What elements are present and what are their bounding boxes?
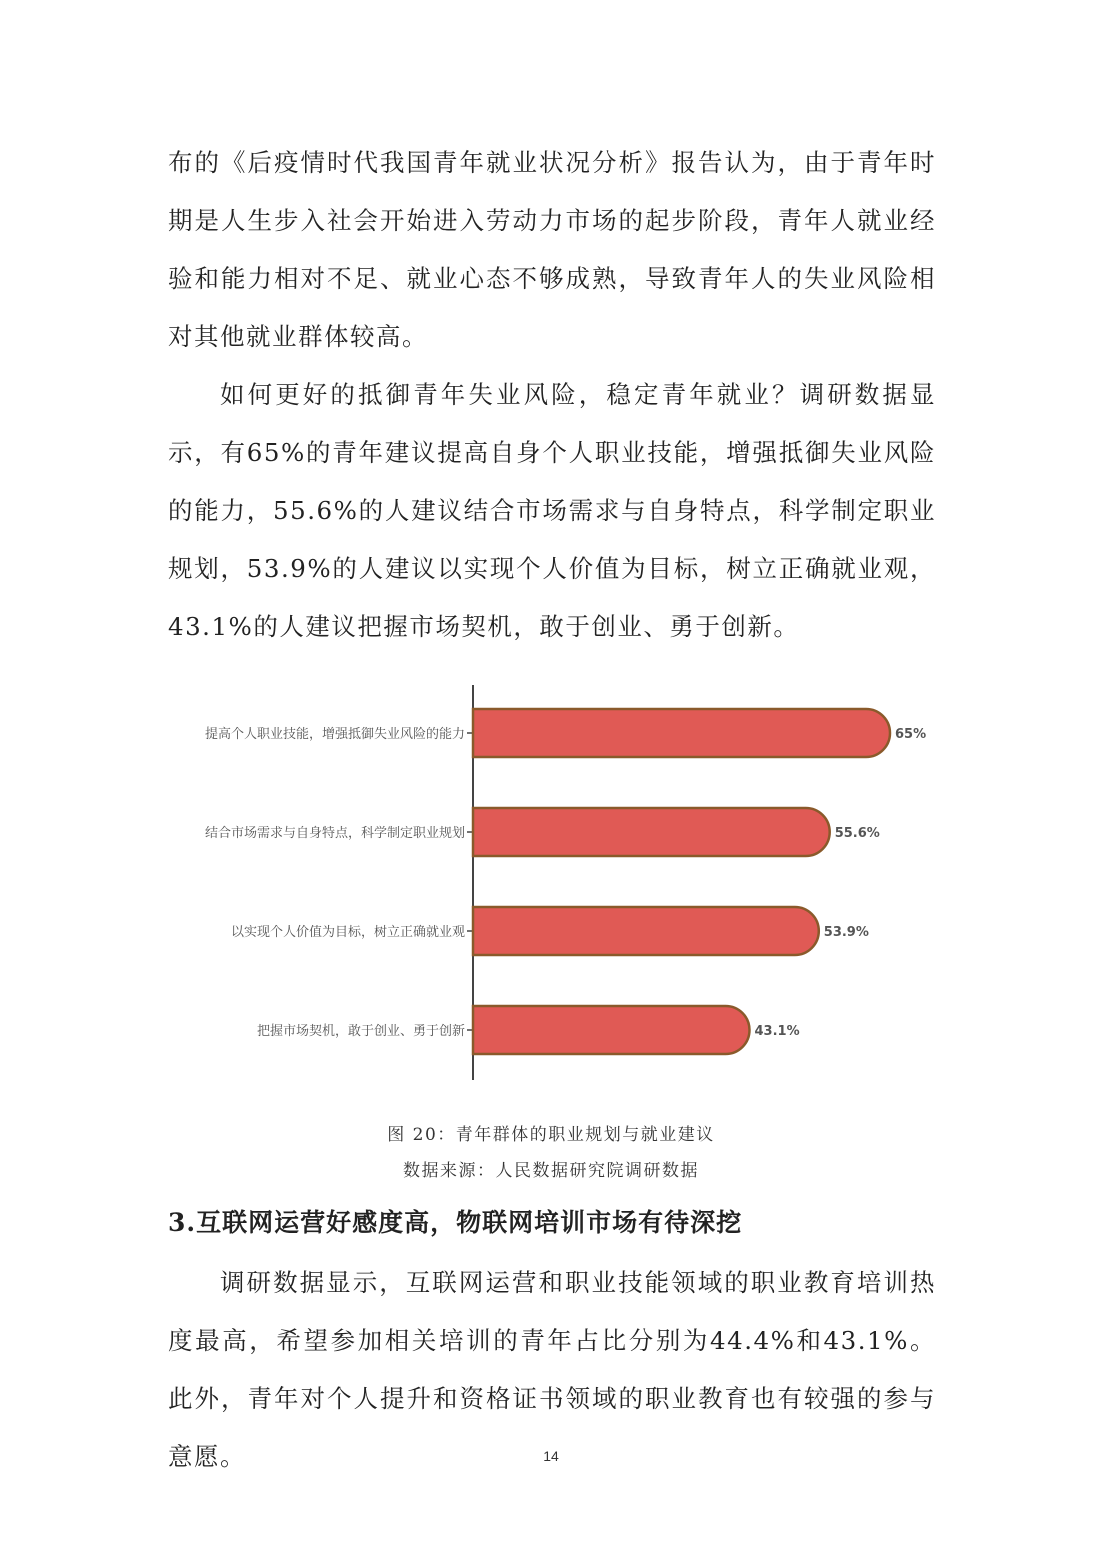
value-label: 43.1% [754,1024,800,1039]
bar [473,907,819,955]
paragraph-training: 调研数据显示，互联网运营和职业技能领域的职业教育培训热度最高，希望参加相关培训的青年占比分别为44.4%和43.1%。此外，青年对个人提升和资格证书领域的职业教育也有较强的参与意愿。 [168,1268,936,1471]
value-label: 55.6% [834,826,880,841]
bar-chart [160,680,940,1090]
bar [473,808,830,856]
section-heading: 3.互联网运营好感度高，物联网培训市场有待深挖 [168,1208,743,1237]
paragraph-suggestions: 如何更好的抵御青年失业风险，稳定青年就业？调研数据显示，有65%的青年建议提高自身个人职业技能，增强抵御失业风险的能力，55.6%的人建议结合市场需求与自身特点，科学制定职业规划，53.9%的人建议以实现个人价值为目标，树立正确就业观，43.1%的人建议把握市场契机，敢于创业、勇于创新。 [168,380,936,641]
category-label: 以实现个人价值为目标，树立正确就业观 [230,925,465,940]
data-source-caption: 数据来源：人民数据研究院调研数据 [403,1161,699,1181]
figure-caption: 图 20：青年群体的职业规划与就业建议 [387,1125,715,1145]
page-number: 14 [543,1448,559,1464]
bar [473,1006,750,1054]
value-label: 53.9% [823,925,869,940]
category-label: 结合市场需求与自身特点，科学制定职业规划 [204,826,465,841]
bar [473,709,890,757]
value-label: 65% [895,727,927,742]
paragraph-intro: 布的《后疫情时代我国青年就业状况分析》报告认为，由于青年时期是人生步入社会开始进入劳动力市场的起步阶段，青年人就业经验和能力相对不足、就业心态不够成熟，导致青年人的失业风险相对其他就业群体较高。 [168,148,936,351]
category-label: 提高个人职业技能，增强抵御失业风险的能力 [204,727,465,742]
category-label: 把握市场契机，敢于创业、勇于创新 [256,1024,465,1039]
